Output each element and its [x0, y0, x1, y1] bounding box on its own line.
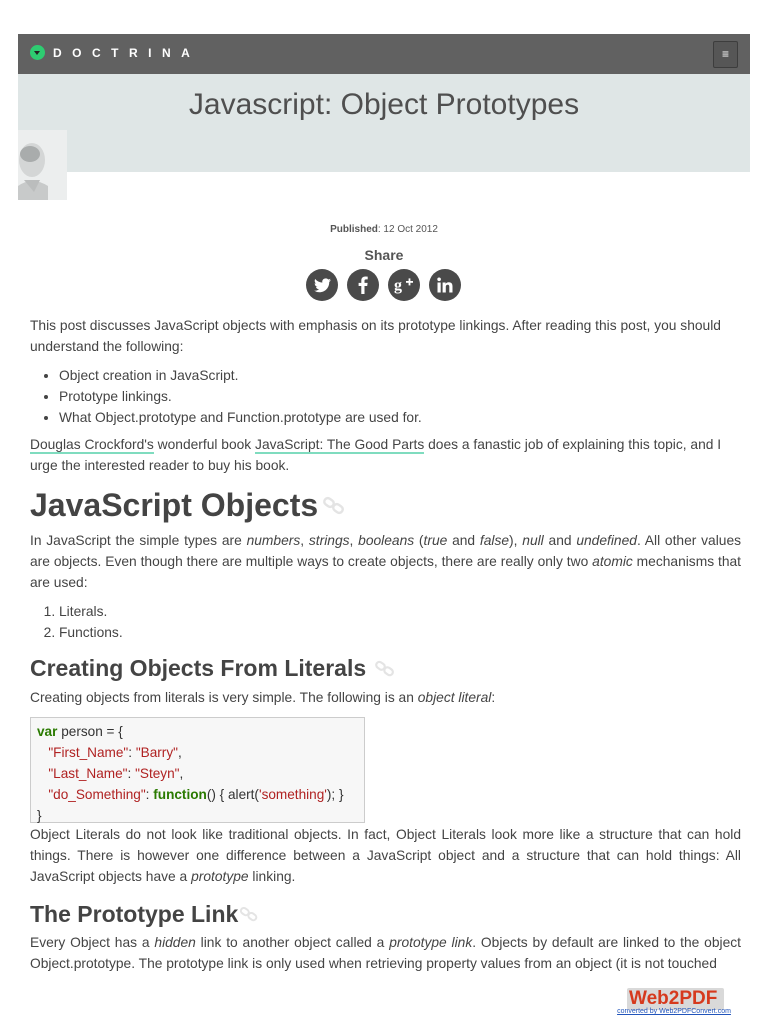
list-item: • What Object.prototype and Function.prototype are used for. [59, 407, 741, 428]
paragraph-text: . All other values are objects. Even though there are multiple ways to create objects, there are really only two [30, 533, 742, 569]
published-date [0, 224, 768, 235]
anchor-link-icon[interactable] [374, 660, 396, 678]
badge-subtitle-link[interactable]: converted by Web2PDFConvert.com [617, 1008, 731, 1015]
author-avatar[interactable] [18, 130, 67, 200]
svg-text:g: g [394, 277, 402, 294]
code-text: () { alert( [206, 787, 259, 802]
intro-paragraph: This post discusses JavaScript objects with emphasis on its prototype linkings. After reading this post, you should understand the following: [30, 318, 721, 354]
code-text: } [37, 808, 42, 823]
list-item: 2. Functions. [59, 622, 741, 643]
twitter-icon [314, 278, 331, 293]
javascript-objects-heading [30, 487, 346, 524]
code-string: "First_Name" [48, 745, 129, 760]
paragraph-text: : [491, 690, 496, 705]
creating-objects-paragraph [30, 687, 741, 708]
emphasis-text: object literal [417, 690, 492, 705]
emphasis-text: prototype link [389, 935, 473, 950]
paragraph-text: In JavaScript the simple types are [30, 533, 247, 548]
creating-objects-heading [30, 655, 396, 682]
facebook-share-button[interactable] [347, 269, 379, 301]
share-heading: Share [364, 247, 404, 263]
list-item: 1. Literals. [59, 601, 741, 622]
paragraph-text: , [300, 533, 309, 548]
paragraph-text: . Objects by default are linked to the object Object.prototype. The prototype link is only used when retrieving property values from an object (it is not touched [30, 935, 741, 971]
paragraph-text: does a fanastic job of explaining this topic, and I urge the interested reader to buy his book. [30, 437, 722, 473]
object-literals-paragraph [30, 824, 741, 887]
paragraph-text: ( [414, 533, 424, 548]
emphasis-text: prototype [191, 869, 249, 884]
emphasis-text: strings [308, 533, 350, 548]
brand-link[interactable] [30, 45, 200, 60]
doctrina-logo-icon [30, 45, 45, 60]
code-string: 'something' [258, 787, 327, 802]
hero-banner [18, 74, 750, 172]
prototype-link-heading [30, 901, 259, 928]
badge-title: Web2PDF [629, 988, 718, 1009]
code-keyword: function [153, 787, 207, 802]
facebook-icon [358, 276, 368, 294]
code-text: , [179, 766, 184, 781]
code-text: ); } [326, 787, 344, 802]
learning-goals-list [30, 365, 741, 428]
code-text: person = { [57, 724, 123, 739]
menu-toggle-button[interactable] [713, 41, 738, 68]
web2pdf-badge[interactable] [612, 988, 736, 1018]
paragraph-text: Every Object has a [30, 935, 155, 950]
linkedin-share-button[interactable] [429, 269, 461, 301]
code-text [37, 766, 48, 781]
code-string: "Barry" [135, 745, 178, 760]
google-plus-icon [394, 276, 414, 294]
code-text: : [128, 745, 136, 760]
list-item: • Object creation in JavaScript. [59, 365, 741, 386]
paragraph-text: mechanisms that are used: [30, 554, 741, 590]
heading-text: JavaScript Objects [30, 487, 319, 523]
emphasis-text: true [423, 533, 448, 548]
code-string: "Steyn" [135, 766, 180, 781]
code-string: "do_Something" [48, 787, 146, 802]
good-parts-book-link[interactable]: JavaScript: The Good Parts [255, 437, 425, 452]
page-title: Javascript: Object Prototypes [188, 88, 580, 121]
emphasis-text: false [479, 533, 510, 548]
code-text [37, 745, 48, 760]
paragraph-text: linking. [248, 869, 296, 884]
paragraph-text: and [543, 533, 577, 548]
anchor-link-icon[interactable] [239, 906, 259, 923]
javascript-types-paragraph [30, 530, 741, 593]
heading-text: Creating Objects From Literals [30, 655, 367, 681]
published-label: Published [330, 224, 378, 235]
code-text [37, 787, 48, 802]
code-block [30, 717, 365, 823]
code-text: , [177, 745, 182, 760]
paragraph-text: link to another object called a [195, 935, 390, 950]
paragraph-text: and [447, 533, 480, 548]
hamburger-icon: ≡ [721, 47, 729, 61]
code-text: : [145, 787, 154, 802]
douglas-crockford-link[interactable]: Douglas Crockford's [30, 437, 154, 452]
emphasis-text: undefined [576, 533, 637, 548]
google-plus-share-button[interactable] [388, 269, 420, 301]
published-value: : 12 Oct 2012 [377, 224, 438, 235]
list-item: • Prototype linkings. [59, 386, 741, 407]
prototype-link-paragraph [30, 932, 741, 974]
share-buttons [306, 269, 461, 301]
brand-name: DOCTRINA [53, 45, 201, 60]
paragraph-text: , [349, 533, 359, 548]
code-string: "Last_Name" [48, 766, 128, 781]
heading-text: The Prototype Link [30, 901, 239, 927]
anchor-link-icon[interactable] [322, 496, 346, 516]
emphasis-text: numbers [246, 533, 301, 548]
twitter-share-button[interactable] [306, 269, 338, 301]
code-keyword: var [37, 724, 58, 739]
paragraph-text: wonderful book [153, 437, 256, 452]
paragraph-text: ), [509, 533, 523, 548]
paragraph-text: Object Literals do not look like traditional objects. In fact, Object Literals look more like a structure that can hold things. There is however one difference between a JavaScript object and a structure that can hold things: All JavaScript objects have a [30, 827, 741, 884]
emphasis-text: atomic [592, 554, 633, 569]
crockford-paragraph [30, 434, 741, 476]
code-text: : [127, 766, 136, 781]
emphasis-text: booleans [358, 533, 415, 548]
mechanisms-list [30, 601, 741, 643]
paragraph-text: Creating objects from literals is very simple. The following is an [30, 690, 418, 705]
emphasis-text: null [522, 533, 544, 548]
top-nav-bar [18, 34, 750, 74]
linkedin-icon [437, 277, 453, 293]
emphasis-text: hidden [154, 935, 196, 950]
